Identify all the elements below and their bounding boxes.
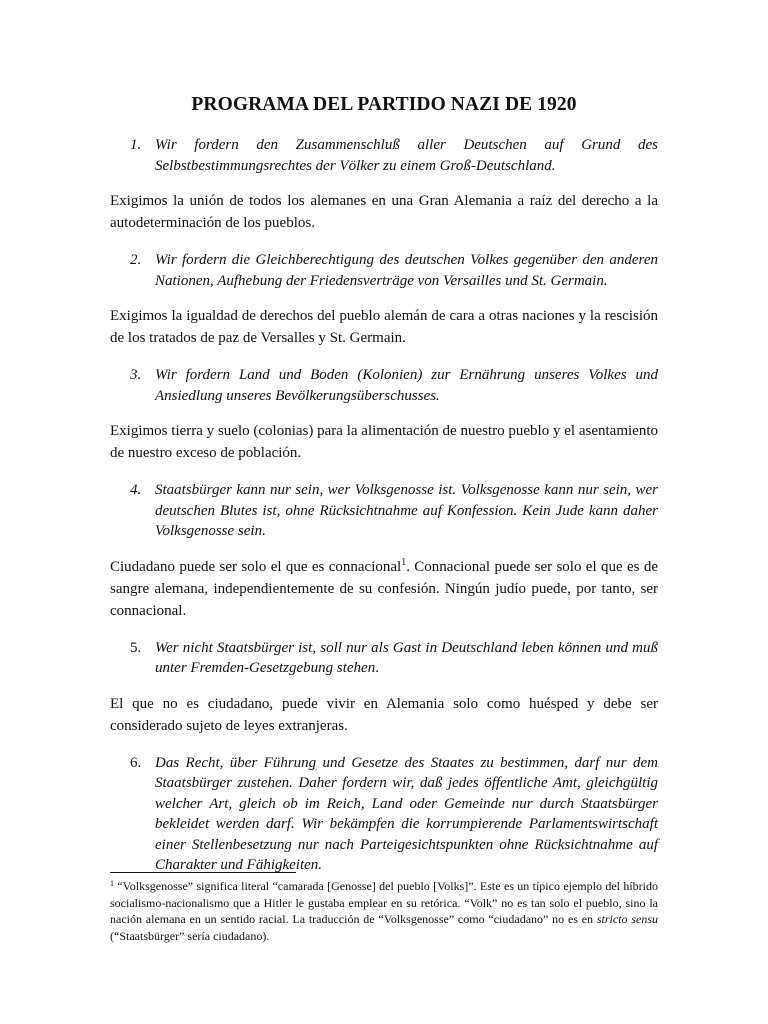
spanish-text-continued: . Connacional puede ser solo el que es de sangre alemana, independientemente de su confesión. Ningún judío puede, por tanto, ser connacional. — [110, 558, 658, 619]
german-text: Staatsbürger kann nur sein, wer Volksgenosse ist. Volksgenosse kann nur sein, wer deutschen Blutes ist, ohne Rücksichtnahme auf Konfession. Kein Jude kann daher Volksgenosse sein. — [155, 482, 658, 539]
point-number: 5. — [130, 639, 142, 656]
program-point-3-german — [110, 365, 658, 406]
footnote-italic-text: stricto sensu — [596, 912, 658, 926]
program-point-3-spanish: Exigimos tierra y suelo (colonias) para la alimentación de nuestro pueblo y el asentamiento de nuestro exceso de población. — [110, 423, 658, 461]
german-text-end: . — [375, 660, 379, 676]
page-title: PROGRAMA DEL PARTIDO NAZI DE 1920 — [191, 94, 577, 115]
program-point-4-spanish — [110, 556, 658, 622]
german-text: Wir fordern den Zusammenschluß aller Deutschen auf Grund des Selbstbestimmungsrechtes der Völker zu einem Groß-Deutschland. — [155, 137, 658, 174]
program-point-4-german — [110, 480, 658, 542]
point-number: 3. — [130, 367, 142, 383]
program-point-1-german — [110, 135, 658, 176]
point-number: 2. — [130, 252, 142, 268]
program-point-2-german — [110, 250, 658, 291]
program-point-1-spanish: Exigimos la unión de todos los alemanes en una Gran Alemania a raíz del derecho a la autodeterminación de los pueblos. — [110, 193, 658, 231]
german-text: Wir fordern Land und Boden (Kolonien) zur Ernährung unseres Volkes und Ansiedlung unseres Bevölkerungsüberschusses. — [155, 367, 658, 404]
spanish-text: Ciudadano puede ser solo el que es connacional — [110, 558, 402, 575]
program-point-5-spanish: El que no es ciudadano, puede vivir en Alemania solo como huésped y debe ser considerado sujeto de leyes extranjeras. — [110, 695, 658, 734]
german-text: Wer nicht Staatsbürger ist, soll nur als Gast in Deutschland leben können und muß unter Fremden-Gesetzgebung stehen — [155, 639, 658, 676]
document-body — [110, 93, 658, 890]
german-text: Das Recht, über Führung und Gesetze des Staates zu bestimmen, darf nur dem Staatsbürger zustehen. Daher fordern wir, daß jedes öffentliche Amt, gleichgültig welcher Art, gleich ob im Reich, Land oder Gemeinde nur durch Staatsbürger bekleidet werden darf. Wir bekämpfen die korrumpierende Parlamentswirtschaft einer Stellenbesetzung nur nach Parteigesichtspunkten ohne Rücksichtnahme auf Charakter und Fähigkeiten. — [155, 754, 658, 873]
german-text: Wir fordern die Gleichberechtigung des deutschen Volkes gegenüber den anderen Nationen, Aufhebung der Friedensverträge von Versailles und St. Germain. — [155, 252, 658, 289]
footnote-reference[interactable]: 1 — [401, 556, 407, 568]
program-point-6-german — [110, 753, 658, 876]
footnote — [110, 878, 658, 944]
footnote-text: “Volksgenosse” significa literal “camarada [Genosse] del pueblo [Volks]”. Este es un típico ejemplo del híbrido socialismo-nacionalismo que a Hitler le gustaba emplear en su retórica. “Volk” no es tan solo el pueblo, sino la nación alemana en un sentido racial. La traducción de “Volksgenosse” como “ciudadano” no es en — [110, 879, 658, 926]
footnote-separator — [110, 872, 296, 873]
program-point-5-german — [110, 638, 658, 679]
program-point-2-spanish: Exigimos la igualdad de derechos del pueblo alemán de cara a otras naciones y la rescisión de los tratados de paz de Versalles y St. Germain. — [110, 308, 658, 346]
footnote-marker: 1 — [110, 879, 114, 888]
footnote-text-end: (“Staatsbürger” sería ciudadano). — [110, 928, 270, 943]
point-number: 4. — [130, 482, 142, 498]
point-number: 6. — [130, 754, 142, 771]
point-number: 1. — [130, 137, 142, 153]
